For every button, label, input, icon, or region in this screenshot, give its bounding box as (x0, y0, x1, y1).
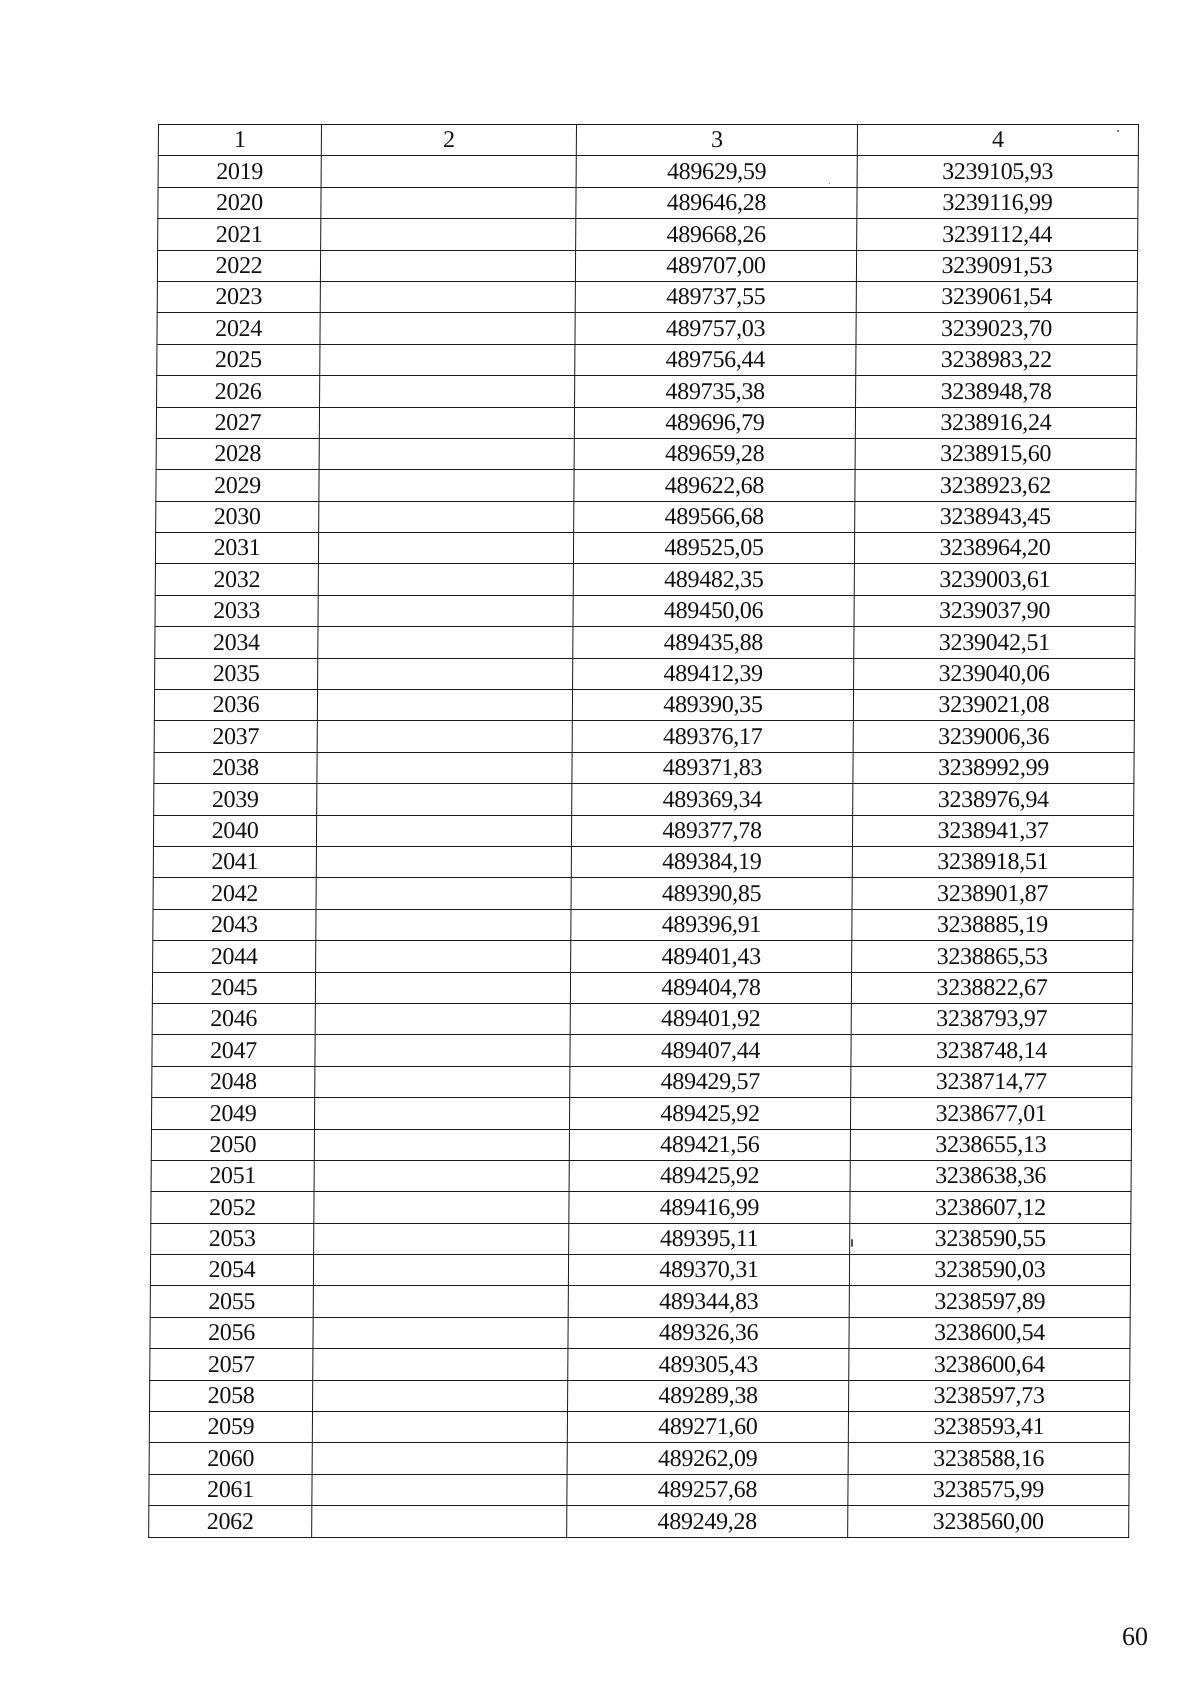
empty-cell (320, 250, 575, 281)
x-coordinate-cell: 489696,79 (574, 407, 855, 438)
point-number-cell: 2051 (151, 1160, 314, 1191)
point-number-cell: 2050 (151, 1129, 314, 1160)
point-number-cell: 2031 (155, 533, 318, 564)
table-row (150, 1380, 1130, 1411)
y-coordinate-cell: 3239037,90 (854, 595, 1135, 626)
y-coordinate-cell: 3238885,19 (852, 909, 1133, 940)
empty-cell (312, 1412, 567, 1443)
x-coordinate-cell: 489659,28 (574, 438, 855, 469)
x-coordinate-cell: 489271,60 (567, 1412, 848, 1443)
empty-cell (319, 407, 574, 438)
table-row (152, 1035, 1132, 1066)
x-coordinate-cell: 489425,92 (569, 1160, 850, 1191)
x-coordinate-cell: 489429,57 (570, 1066, 851, 1097)
y-coordinate-cell: 3238822,67 (851, 972, 1132, 1003)
x-coordinate-cell: 489370,31 (568, 1255, 849, 1286)
point-number-cell: 2055 (150, 1286, 313, 1317)
y-coordinate-cell: 3239006,36 (853, 721, 1134, 752)
y-coordinate-cell: 3239042,51 (854, 627, 1135, 658)
point-number-cell: 2040 (153, 815, 316, 846)
y-coordinate-cell: 3239003,61 (854, 564, 1135, 595)
table-row (154, 690, 1134, 721)
y-coordinate-cell: 3239105,93 (857, 156, 1138, 187)
x-coordinate-cell: 489421,56 (569, 1129, 850, 1160)
empty-cell (312, 1506, 567, 1537)
y-coordinate-cell: 3238793,97 (851, 1003, 1132, 1034)
column-header-3: 3 (576, 125, 857, 156)
x-coordinate-cell: 489404,78 (570, 972, 851, 1003)
empty-cell (313, 1317, 568, 1348)
point-number-cell: 2019 (158, 156, 321, 187)
table-row (157, 344, 1137, 375)
point-number-cell: 2037 (154, 721, 317, 752)
empty-cell (315, 1003, 570, 1034)
y-coordinate-cell: 3239116,99 (857, 187, 1138, 218)
y-coordinate-cell: 3238677,01 (850, 1098, 1131, 1129)
x-coordinate-cell: 489344,83 (568, 1286, 849, 1317)
y-coordinate-cell: 3238983,22 (856, 344, 1137, 375)
table-row (155, 658, 1135, 689)
x-coordinate-cell: 489756,44 (575, 344, 856, 375)
point-number-cell: 2029 (156, 470, 319, 501)
empty-cell (317, 721, 572, 752)
x-coordinate-cell: 489566,68 (574, 501, 855, 532)
coordinates-table (148, 124, 1139, 1538)
point-number-cell: 2021 (158, 219, 321, 250)
x-coordinate-cell: 489735,38 (575, 376, 856, 407)
table-row (153, 846, 1133, 877)
point-number-cell: 2022 (157, 250, 320, 281)
point-number-cell: 2036 (154, 690, 317, 721)
point-number-cell: 2053 (151, 1223, 314, 1254)
empty-cell (318, 658, 573, 689)
x-coordinate-cell: 489390,35 (572, 690, 853, 721)
empty-cell (317, 784, 572, 815)
x-coordinate-cell: 489384,19 (571, 846, 852, 877)
column-header-1: 1 (158, 125, 321, 156)
point-number-cell: 2054 (150, 1255, 313, 1286)
empty-cell (320, 313, 575, 344)
table-row (150, 1349, 1130, 1380)
point-number-cell: 2060 (149, 1443, 312, 1474)
x-coordinate-cell: 489525,05 (573, 533, 854, 564)
y-coordinate-cell: 3238941,37 (852, 815, 1133, 846)
point-number-cell: 2025 (157, 344, 320, 375)
point-number-cell: 2047 (152, 1035, 315, 1066)
table-row (150, 1286, 1130, 1317)
x-coordinate-cell: 489757,03 (575, 313, 856, 344)
y-coordinate-cell: 3238964,20 (854, 533, 1135, 564)
y-coordinate-cell: 3238748,14 (851, 1035, 1132, 1066)
empty-cell (313, 1255, 568, 1286)
table-row (157, 281, 1137, 312)
empty-cell (316, 815, 571, 846)
point-number-cell: 2049 (151, 1098, 314, 1129)
table-row (156, 501, 1136, 532)
empty-cell (319, 501, 574, 532)
table-row (157, 313, 1137, 344)
table-row (155, 595, 1135, 626)
point-number-cell: 2028 (156, 438, 319, 469)
point-number-cell: 2026 (157, 376, 320, 407)
empty-cell (319, 470, 574, 501)
point-number-cell: 2034 (155, 627, 318, 658)
point-number-cell: 2052 (151, 1192, 314, 1223)
empty-cell (317, 690, 572, 721)
point-number-cell: 2061 (149, 1474, 312, 1505)
y-coordinate-cell: 3238600,54 (849, 1317, 1130, 1348)
empty-cell (320, 281, 575, 312)
table-row (151, 1098, 1131, 1129)
empty-cell (314, 1192, 569, 1223)
x-coordinate-cell: 489412,39 (573, 658, 854, 689)
y-coordinate-cell: 3238943,45 (855, 501, 1136, 532)
point-number-cell: 2062 (149, 1506, 312, 1537)
point-number-cell: 2035 (155, 658, 318, 689)
column-header-2: 2 (321, 125, 576, 156)
x-coordinate-cell: 489482,35 (573, 564, 854, 595)
point-number-cell: 2023 (157, 281, 320, 312)
scan-speck (851, 1239, 853, 1247)
point-number-cell: 2032 (155, 564, 318, 595)
y-coordinate-cell: 3239023,70 (856, 313, 1137, 344)
y-coordinate-cell: 3239061,54 (856, 281, 1137, 312)
point-number-cell: 2042 (153, 878, 316, 909)
y-coordinate-cell: 3238590,03 (849, 1255, 1130, 1286)
table-row (151, 1129, 1131, 1160)
table-row (154, 752, 1134, 783)
empty-cell (315, 1035, 570, 1066)
y-coordinate-cell: 3238590,55 (850, 1223, 1131, 1254)
scan-speck (829, 183, 830, 184)
point-number-cell: 2046 (152, 1003, 315, 1034)
table-row (155, 533, 1135, 564)
point-number-cell: 2048 (152, 1066, 315, 1097)
empty-cell (316, 909, 571, 940)
y-coordinate-cell: 3238597,73 (849, 1380, 1130, 1411)
point-number-cell: 2045 (152, 972, 315, 1003)
table-row (154, 784, 1134, 815)
empty-cell (321, 219, 576, 250)
empty-cell (314, 1223, 569, 1254)
x-coordinate-cell: 489326,36 (568, 1317, 849, 1348)
empty-cell (316, 941, 571, 972)
table-row (156, 470, 1136, 501)
table-row (153, 909, 1133, 940)
table-row (149, 1474, 1129, 1505)
empty-cell (321, 156, 576, 187)
x-coordinate-cell: 489416,99 (569, 1192, 850, 1223)
scan-speck (1117, 130, 1119, 132)
table-row (150, 1317, 1130, 1348)
empty-cell (318, 564, 573, 595)
x-coordinate-cell: 489289,38 (568, 1380, 849, 1411)
point-number-cell: 2038 (154, 752, 317, 783)
x-coordinate-cell: 489622,68 (574, 470, 855, 501)
empty-cell (312, 1474, 567, 1505)
point-number-cell: 2057 (150, 1349, 313, 1380)
empty-cell (321, 187, 576, 218)
y-coordinate-cell: 3239021,08 (853, 690, 1134, 721)
y-coordinate-cell: 3238597,89 (849, 1286, 1130, 1317)
x-coordinate-cell: 489737,55 (575, 281, 856, 312)
empty-cell (316, 846, 571, 877)
x-coordinate-cell: 489425,92 (569, 1098, 850, 1129)
x-coordinate-cell: 489249,28 (567, 1506, 848, 1537)
table-row (155, 564, 1135, 595)
x-coordinate-cell: 489257,68 (567, 1474, 848, 1505)
point-number-cell: 2024 (157, 313, 320, 344)
x-coordinate-cell: 489401,92 (570, 1003, 851, 1034)
y-coordinate-cell: 3238916,24 (855, 407, 1136, 438)
x-coordinate-cell: 489262,09 (567, 1443, 848, 1474)
column-header-4: 4 (857, 125, 1138, 156)
point-number-cell: 2030 (156, 501, 319, 532)
table-row (153, 878, 1133, 909)
y-coordinate-cell: 3238600,64 (849, 1349, 1130, 1380)
table-row (154, 721, 1134, 752)
x-coordinate-cell: 489707,00 (575, 250, 856, 281)
point-number-cell: 2027 (156, 407, 319, 438)
x-coordinate-cell: 489369,34 (572, 784, 853, 815)
table-row (150, 1255, 1130, 1286)
point-number-cell: 2056 (150, 1317, 313, 1348)
table-row (152, 1003, 1132, 1034)
y-coordinate-cell: 3238607,12 (850, 1192, 1131, 1223)
point-number-cell: 2033 (155, 595, 318, 626)
y-coordinate-cell: 3239040,06 (854, 658, 1135, 689)
x-coordinate-cell: 489395,11 (569, 1223, 850, 1254)
empty-cell (313, 1349, 568, 1380)
x-coordinate-cell: 489390,85 (571, 878, 852, 909)
y-coordinate-cell: 3238865,53 (852, 941, 1133, 972)
point-number-cell: 2041 (153, 846, 316, 877)
y-coordinate-cell: 3238714,77 (851, 1066, 1132, 1097)
y-coordinate-cell: 3238560,00 (848, 1506, 1129, 1537)
y-coordinate-cell: 3238923,62 (855, 470, 1136, 501)
x-coordinate-cell: 489401,43 (571, 941, 852, 972)
x-coordinate-cell: 489629,59 (576, 156, 857, 187)
table-row (158, 187, 1138, 218)
table-row (153, 941, 1133, 972)
x-coordinate-cell: 489450,06 (573, 595, 854, 626)
empty-cell (314, 1098, 569, 1129)
table-row (151, 1192, 1131, 1223)
x-coordinate-cell: 489305,43 (568, 1349, 849, 1380)
x-coordinate-cell: 489646,28 (576, 187, 857, 218)
point-number-cell: 2043 (153, 909, 316, 940)
table-row (158, 219, 1138, 250)
empty-cell (314, 1129, 569, 1160)
point-number-cell: 2039 (154, 784, 317, 815)
x-coordinate-cell: 489376,17 (572, 721, 853, 752)
empty-cell (317, 752, 572, 783)
table-row (152, 1066, 1132, 1097)
y-coordinate-cell: 3238638,36 (850, 1160, 1131, 1191)
table-row (156, 438, 1136, 469)
y-coordinate-cell: 3239091,53 (856, 250, 1137, 281)
x-coordinate-cell: 489377,78 (571, 815, 852, 846)
point-number-cell: 2020 (158, 187, 321, 218)
table-row (151, 1160, 1131, 1191)
x-coordinate-cell: 489668,26 (576, 219, 857, 250)
point-number-cell: 2059 (149, 1412, 312, 1443)
empty-cell (312, 1443, 567, 1474)
table-row (156, 407, 1136, 438)
y-coordinate-cell: 3238976,94 (853, 784, 1134, 815)
y-coordinate-cell: 3238918,51 (852, 846, 1133, 877)
table-row (157, 250, 1137, 281)
y-coordinate-cell: 3238655,13 (850, 1129, 1131, 1160)
table-row (158, 156, 1138, 187)
table-header-row (158, 125, 1138, 156)
x-coordinate-cell: 489371,83 (572, 752, 853, 783)
y-coordinate-cell: 3238901,87 (852, 878, 1133, 909)
y-coordinate-cell: 3238588,16 (848, 1443, 1129, 1474)
empty-cell (318, 627, 573, 658)
y-coordinate-cell: 3238575,99 (848, 1474, 1129, 1505)
table-row (157, 376, 1137, 407)
empty-cell (320, 376, 575, 407)
y-coordinate-cell: 3238915,60 (855, 438, 1136, 469)
empty-cell (320, 344, 575, 375)
empty-cell (314, 1160, 569, 1191)
point-number-cell: 2058 (150, 1380, 313, 1411)
table-row (149, 1412, 1129, 1443)
point-number-cell: 2044 (153, 941, 316, 972)
empty-cell (313, 1286, 568, 1317)
empty-cell (318, 533, 573, 564)
table-row (152, 972, 1132, 1003)
x-coordinate-cell: 489435,88 (573, 627, 854, 658)
x-coordinate-cell: 489396,91 (571, 909, 852, 940)
empty-cell (316, 878, 571, 909)
y-coordinate-cell: 3238593,41 (848, 1412, 1129, 1443)
x-coordinate-cell: 489407,44 (570, 1035, 851, 1066)
y-coordinate-cell: 3239112,44 (857, 219, 1138, 250)
table-row (149, 1443, 1129, 1474)
table-row (155, 627, 1135, 658)
table-row (151, 1223, 1131, 1254)
table-row (153, 815, 1133, 846)
empty-cell (313, 1380, 568, 1411)
y-coordinate-cell: 3238992,99 (853, 752, 1134, 783)
empty-cell (315, 1066, 570, 1097)
y-coordinate-cell: 3238948,78 (856, 376, 1137, 407)
table-row (149, 1506, 1129, 1537)
empty-cell (315, 972, 570, 1003)
empty-cell (319, 438, 574, 469)
page-number: 60 (1122, 1622, 1148, 1651)
empty-cell (318, 595, 573, 626)
table-body (149, 156, 1139, 1537)
